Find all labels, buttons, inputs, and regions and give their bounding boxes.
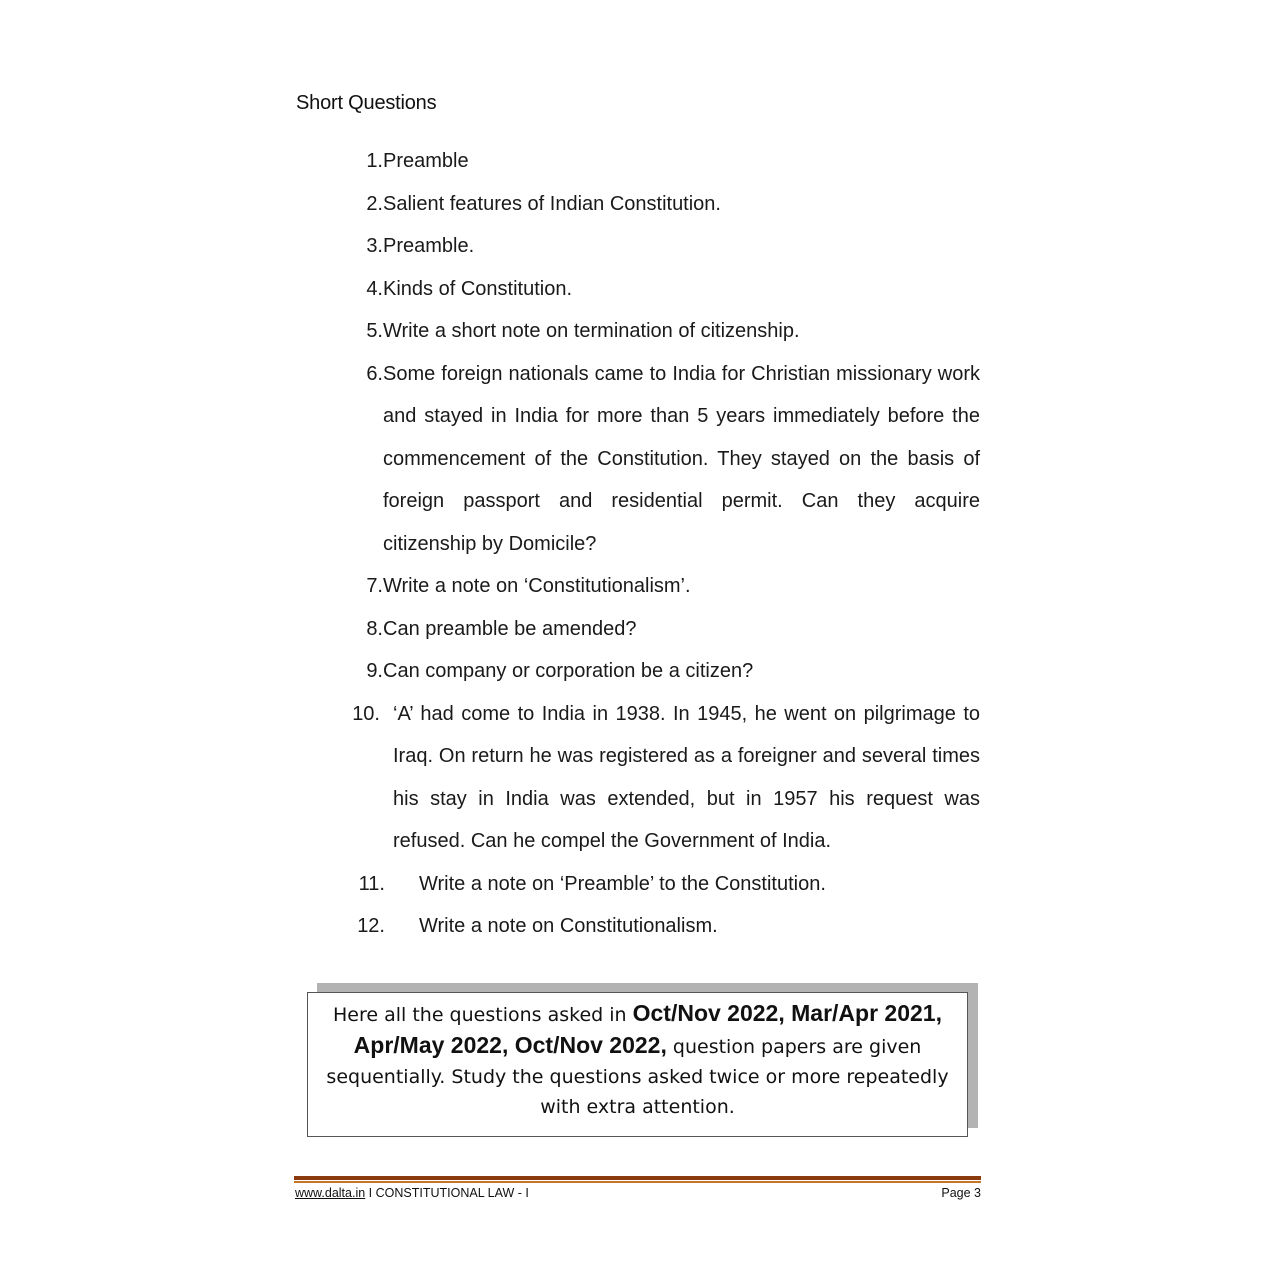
question-number: 10. bbox=[352, 702, 380, 725]
question-text: Kinds of Constitution. bbox=[383, 277, 572, 300]
question-number: 6. bbox=[366, 362, 383, 385]
note-text-intro: Here all the questions asked in bbox=[333, 1004, 633, 1026]
page-heading: Short Questions bbox=[296, 92, 437, 114]
question-item bbox=[340, 140, 980, 183]
question-text: Can company or corporation be a citizen? bbox=[383, 660, 754, 682]
question-text: Write a note on ‘Preamble’ to the Constitution. bbox=[419, 872, 826, 895]
question-text: Write a note on Constitutionalism. bbox=[419, 915, 718, 937]
question-text: Write a short note on termination of citizenship. bbox=[383, 320, 800, 342]
question-number: 1. bbox=[366, 150, 383, 172]
question-number: 9. bbox=[366, 660, 383, 682]
footer-left bbox=[295, 1186, 529, 1200]
footer-course-title: I CONSTITUTIONAL LAW - I bbox=[365, 1186, 529, 1200]
footer-divider-dark bbox=[294, 1176, 981, 1180]
question-item bbox=[340, 353, 980, 566]
question-item bbox=[340, 565, 980, 608]
question-item bbox=[340, 608, 980, 651]
question-number: 12. bbox=[357, 915, 385, 937]
note-exam-sessions: Oct/Nov 2022, Mar/Apr 2021, Apr/May 2022, Oct/Nov 2022, bbox=[353, 1000, 942, 1058]
study-note-box bbox=[307, 992, 968, 1137]
question-text: Some foreign nationals came to India for Christian missionary work and stayed in India for more than 5 years immediately before the commencement of the Constitution. They stayed on the basis of foreign passport and residential permit. Can they acquire citizenship by Domicile? bbox=[383, 362, 980, 555]
footer-divider-light bbox=[294, 1181, 981, 1183]
question-text: Preamble bbox=[383, 150, 469, 172]
question-number: 4. bbox=[366, 277, 383, 300]
question-item bbox=[340, 650, 980, 693]
question-number: 8. bbox=[366, 617, 383, 640]
question-number: 11. bbox=[358, 872, 385, 895]
question-text: Preamble. bbox=[383, 235, 475, 257]
site-link[interactable]: www.dalta.in bbox=[295, 1186, 366, 1200]
question-item bbox=[340, 905, 980, 948]
question-item bbox=[340, 310, 980, 353]
question-item bbox=[340, 863, 980, 906]
question-item bbox=[340, 183, 980, 226]
question-number: 2. bbox=[366, 192, 383, 215]
question-number: 3. bbox=[366, 235, 383, 257]
question-text: Can preamble be amended? bbox=[383, 617, 637, 640]
question-item bbox=[340, 693, 980, 863]
page-footer bbox=[295, 1186, 981, 1200]
page-number: Page 3 bbox=[941, 1186, 981, 1200]
question-number: 5. bbox=[366, 320, 383, 342]
question-list bbox=[340, 140, 980, 948]
question-text: ‘A’ had come to India in 1938. In 1945, he went on pilgrimage to Iraq. On return he was registered as a foreigner and several times his stay in India was extended, but in 1957 his request was refused. Can he compel the Government of India. bbox=[393, 702, 980, 852]
question-item bbox=[340, 268, 980, 311]
question-text: Write a note on ‘Constitutionalism’. bbox=[383, 575, 691, 597]
note-text-instruction: question papers are given sequentially. Study the questions asked twice or more repeatedly with extra attention. bbox=[326, 1036, 949, 1118]
question-text: Salient features of Indian Constitution. bbox=[383, 192, 721, 215]
question-number: 7. bbox=[366, 575, 383, 597]
question-item bbox=[340, 225, 980, 268]
